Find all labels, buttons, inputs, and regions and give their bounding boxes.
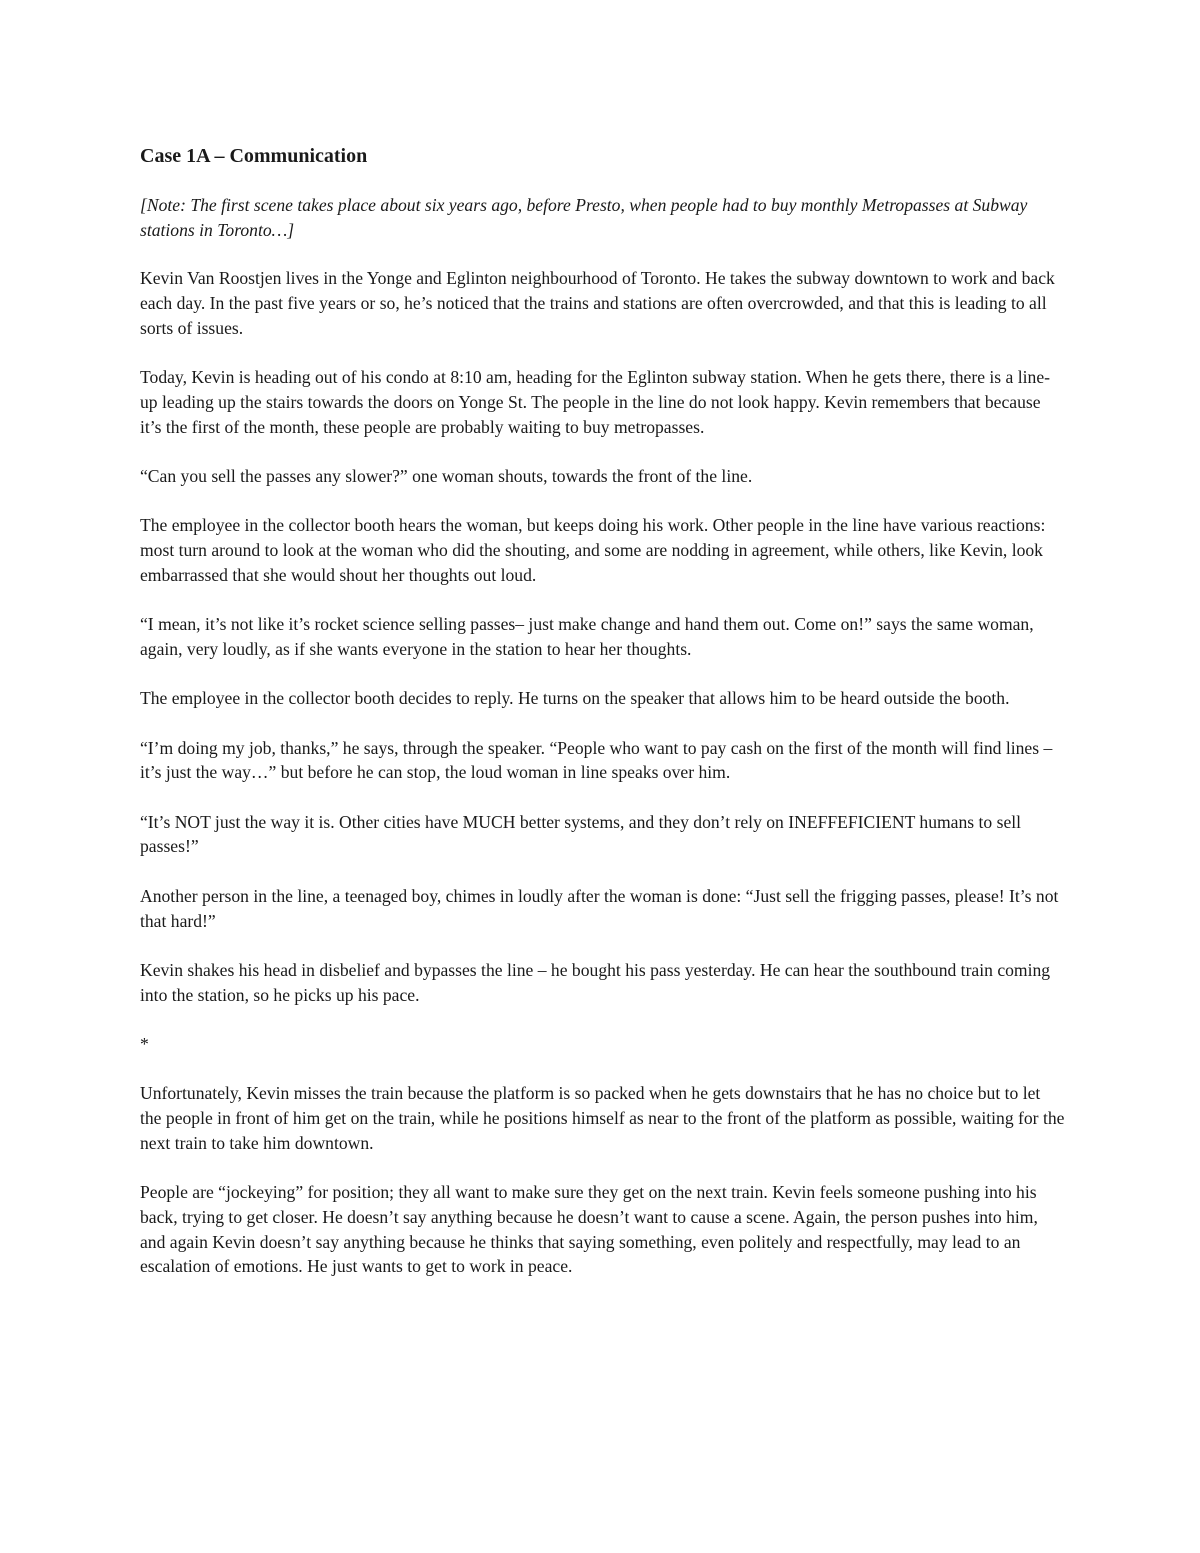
paragraph: “It’s NOT just the way it is. Other cities have MUCH better systems, and they don’t rely on INEFFEFICIENT humans to sell passes!” [140, 811, 1022, 857]
paragraph: “I mean, it’s not like it’s rocket science selling passes– just make change and hand them out. Come on!” says the same woman, again, very loudly, as if she wants everyone in the station to hear her thoughts. [140, 614, 1034, 659]
paragraph: Kevin Van Roostjen lives in the Yonge and Eglinton neighbourhood of Toronto. He takes the subway downtown to work and back each day. In the past five years or so, he’s noticed that the trains and stations are often overcrowded, and that this is leading to all sorts of issues. [140, 268, 1055, 338]
paragraph: The employee in the collector booth decides to reply. He turns on the speaker that allows him to be heard outside the booth. [140, 688, 1010, 709]
paragraph: The employee in the collector booth hears the woman, but keeps doing his work. Other people in the line have various reactions: most turn around to look at the woman who did the shouting, and some are nodding in agreement, while others, like Kevin, look embarrassed that she would shout her thoughts out loud. [140, 515, 1046, 585]
document-title: Case 1A – Communication [140, 145, 368, 167]
paragraph: Today, Kevin is heading out of his condo at 8:10 am, heading for the Eglinton subway station. When he gets there, there is a line-up leading up the stairs towards the doors on Yonge St. The people in the line do not look happy. Kevin remembers that because it’s the first of the month, these people are probably waiting to buy metropasses. [140, 367, 1051, 437]
paragraph: “Can you sell the passes any slower?” one woman shouts, towards the front of the line. [140, 466, 753, 486]
paragraph: Another person in the line, a teenaged boy, chimes in loudly after the woman is done: “Just sell the frigging passes, please! It’s not that hard!” [140, 885, 1059, 931]
paragraph: People are “jockeying” for position; they all want to make sure they get on the next train. Kevin feels someone pushing into his back, trying to get closer. He doesn’t say anything because he doesn’t want to cause a scene. Again, the person pushes into him, and again Kevin doesn’t say anything because he thinks that saying something, even politely and respectfully, may lead to an escalation of emotions. He just wants to get to work in peace. [140, 1182, 1038, 1277]
scene-break: * [140, 1034, 149, 1055]
paragraph: “I’m doing my job, thanks,” he says, through the speaker. “People who want to pay cash on the first of the month will find lines – it’s just the way…” but before he can stop, the loud woman in line speaks over him. [140, 737, 1053, 783]
paragraph: Unfortunately, Kevin misses the train because the platform is so packed when he gets downstairs that he has no choice but to let the people in front of him get on the train, while he positions himself as near to the front of the platform as possible, waiting for the next train to take him downtown. [140, 1083, 1065, 1153]
paragraph: Kevin shakes his head in disbelief and bypasses the line – he bought his pass yesterday. He can hear the southbound train coming into the station, so he picks up his pace. [140, 959, 1051, 1005]
document-body [140, 143, 1065, 1304]
scene-note: [Note: The first scene takes place about six years ago, before Presto, when people had to buy monthly Metropasses at Subway stations in Toronto…] [140, 195, 1028, 240]
